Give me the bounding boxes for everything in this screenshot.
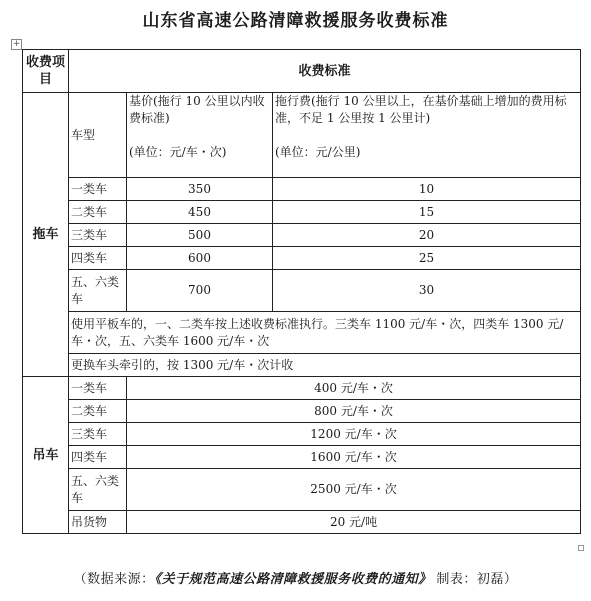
base-price-label: 基价(拖行 10 公里以内收费标准) bbox=[129, 94, 265, 125]
table-row bbox=[23, 201, 581, 224]
footnote-source: 《关于规范高速公路清障救援服务收费的通知》 bbox=[154, 572, 432, 587]
crane-fee-cell: 20 元/吨 bbox=[127, 511, 581, 534]
distance-fee-cell: 20 bbox=[273, 224, 581, 247]
tractor-note: 更换车头牵引的，按 1300 元/车・次计收 bbox=[69, 354, 581, 377]
table-row bbox=[23, 469, 581, 511]
vehicle-type-cell: 五、六类车 bbox=[69, 469, 127, 511]
footnote-suffix: 制表：初磊） bbox=[431, 572, 518, 587]
table-row bbox=[23, 446, 581, 469]
tow-distance-fee-header bbox=[273, 93, 581, 178]
distance-fee-cell: 15 bbox=[273, 201, 581, 224]
table-row bbox=[23, 270, 581, 312]
distance-fee-cell: 25 bbox=[273, 247, 581, 270]
table-move-handle-icon[interactable]: + bbox=[12, 39, 21, 49]
vehicle-type-cell: 二类车 bbox=[69, 201, 127, 224]
table-resize-handle[interactable] bbox=[578, 545, 584, 551]
flatbed-note-row bbox=[23, 312, 581, 354]
flatbed-note: 使用平板车的，一、二类车按上述收费标准执行。三类车 1100 元/车・次，四类车 1300 元/车・次，五、六类车 1600 元/车・次 bbox=[69, 312, 581, 354]
header-item-label: 收费项目 bbox=[25, 55, 65, 87]
crane-category-label: 吊车 bbox=[32, 447, 59, 463]
tow-subheader-row bbox=[23, 93, 581, 178]
table-row bbox=[23, 224, 581, 247]
vehicle-type-cell: 吊货物 bbox=[69, 511, 127, 534]
tractor-note-row bbox=[23, 354, 581, 377]
vehicle-type-cell: 五、六类车 bbox=[69, 270, 127, 312]
vehicle-type-cell: 三类车 bbox=[69, 423, 127, 446]
base-price-header bbox=[127, 93, 273, 178]
header-standard-label: 收费标准 bbox=[298, 63, 351, 79]
vehicle-type-cell: 三类车 bbox=[69, 224, 127, 247]
base-price-cell: 450 bbox=[127, 201, 273, 224]
table-row bbox=[23, 247, 581, 270]
tow-distance-fee-unit: (单位：元/公里) bbox=[275, 145, 361, 159]
vehicle-type-header bbox=[69, 93, 127, 178]
base-price-cell: 500 bbox=[127, 224, 273, 247]
distance-fee-cell: 30 bbox=[273, 270, 581, 312]
vehicle-type-cell: 一类车 bbox=[69, 178, 127, 201]
page-title: 山东省高速公路清障救援服务收费标准 bbox=[142, 11, 449, 31]
vehicle-type-cell: 二类车 bbox=[69, 400, 127, 423]
crane-fee-cell: 800 元/车・次 bbox=[127, 400, 581, 423]
vehicle-type-cell: 四类车 bbox=[69, 446, 127, 469]
table-row bbox=[23, 400, 581, 423]
table-row bbox=[23, 377, 581, 400]
tow-category-label: 拖车 bbox=[32, 227, 59, 242]
crane-fee-cell: 400 元/车・次 bbox=[127, 377, 581, 400]
crane-category-cell bbox=[23, 377, 69, 534]
vehicle-type-label: 车型 bbox=[71, 127, 96, 142]
table-row bbox=[23, 423, 581, 446]
header-item-cell bbox=[23, 50, 69, 93]
vehicle-type-cell: 四类车 bbox=[69, 247, 127, 270]
base-price-cell: 350 bbox=[127, 178, 273, 201]
header-row bbox=[23, 50, 581, 93]
crane-fee-cell: 2500 元/车・次 bbox=[127, 469, 581, 511]
base-price-cell: 600 bbox=[127, 247, 273, 270]
distance-fee-cell: 10 bbox=[273, 178, 581, 201]
base-price-cell: 700 bbox=[127, 270, 273, 312]
crane-fee-cell: 1600 元/车・次 bbox=[127, 446, 581, 469]
table-row bbox=[23, 178, 581, 201]
source-footnote bbox=[0, 568, 591, 587]
crane-fee-cell: 1200 元/车・次 bbox=[127, 423, 581, 446]
table-row bbox=[23, 511, 581, 534]
tow-distance-fee-label: 拖行费(拖行 10 公里以上，在基价基础上增加的费用标准，不足 1 公里按 1 公里计) bbox=[275, 94, 567, 125]
tow-category-cell bbox=[23, 93, 69, 377]
fee-table bbox=[22, 49, 581, 534]
footnote-prefix: （数据来源： bbox=[73, 572, 155, 587]
base-price-unit: (单位：元/车・次) bbox=[129, 145, 227, 159]
header-standard-cell bbox=[69, 50, 581, 93]
vehicle-type-cell: 一类车 bbox=[69, 377, 127, 400]
